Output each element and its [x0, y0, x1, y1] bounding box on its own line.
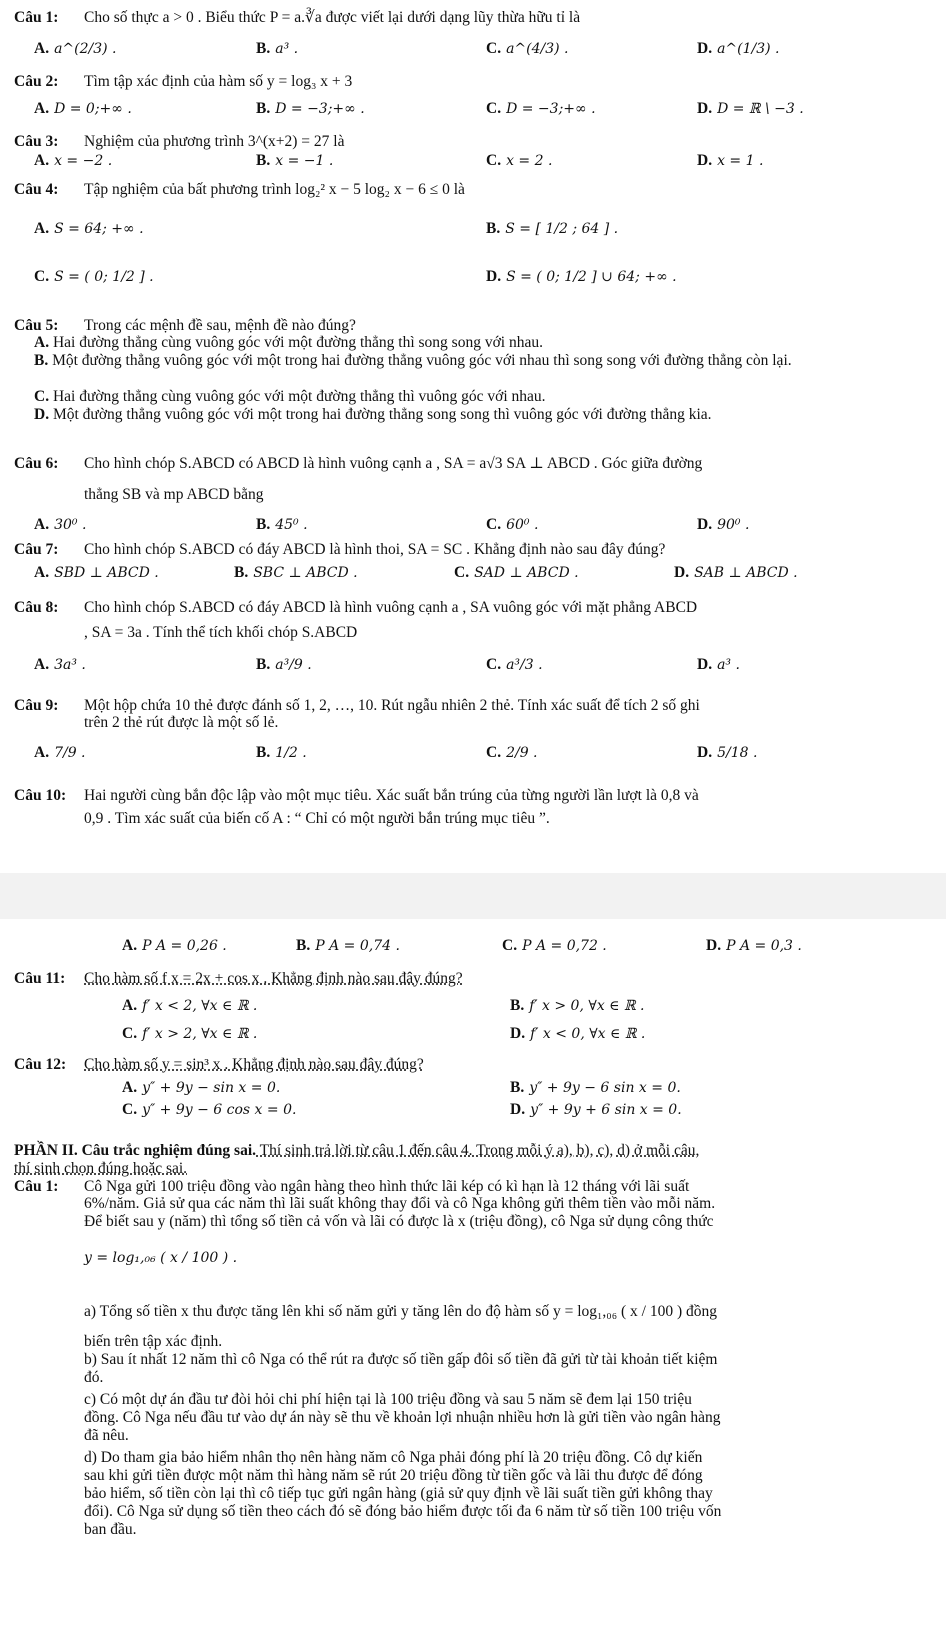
page-gap: [0, 873, 946, 919]
option-key: D.: [34, 406, 50, 423]
option-key: D.: [697, 744, 713, 761]
option-key: A.: [34, 516, 50, 533]
option-d: D = ℝ \ −3 .: [717, 101, 804, 117]
option-text: Hai đường thẳng cùng vuông góc với một đường thẳng thì song song với nhau.: [52, 334, 543, 351]
options-q6: [34, 516, 934, 538]
statement-d-cont3: đổi). Cô Nga sử dụng số tiền theo cách đó sẽ đóng bảo hiểm được tối đa 6 năm từ số tiền 100 triệu vốn: [84, 1503, 722, 1520]
option-c: D = −3;+∞ .: [506, 101, 596, 117]
question-stem: Cho hình chóp S.ABCD có đáy ABCD là hình vuông cạnh a , SA vuông góc với mặt phẳng ABCD: [84, 599, 698, 616]
question-stem: Trong các mệnh đề sau, mệnh đề nào đúng?: [84, 317, 356, 334]
part2-intro-cont: [14, 1159, 934, 1179]
question-11: [14, 969, 934, 989]
statement-d-cont2: bảo hiểm, số tiền còn lại thì cô tiếp tục gửi ngân hàng (giả sử quy định về lãi suất tiền gửi không thay: [84, 1485, 713, 1502]
option-key: A.: [34, 334, 50, 351]
statement-d-cont: sau khi gửi tiền được một năm thì hàng năm sẽ rút 20 triệu đồng từ tiền gốc và lãi thu được để đóng: [84, 1467, 703, 1484]
options-q8: [34, 656, 934, 678]
option-key: C.: [502, 937, 518, 954]
option-c: SAD ⊥ ABCD .: [474, 565, 579, 581]
options-q11-row1: [34, 997, 934, 1019]
question-4: [14, 180, 934, 200]
option-key: A.: [122, 1079, 138, 1096]
question-stem-cont: thẳng SB và mp ABCD bằng: [84, 486, 264, 503]
part2-question-1: [14, 1177, 934, 1197]
option-d: x = 1 .: [717, 153, 764, 169]
question-9: [14, 696, 934, 716]
option-c: x = 2 .: [506, 153, 553, 169]
option-d: P A = 0,3 .: [726, 938, 802, 954]
question-label: Câu 5:: [14, 317, 59, 334]
options-q11-row2: [34, 1025, 934, 1047]
option-key: B.: [256, 656, 271, 673]
question-label: Câu 2:: [14, 73, 59, 90]
question-label: Câu 9:: [14, 697, 59, 714]
option-c: 60⁰ .: [506, 517, 539, 533]
question-label: Câu 6:: [14, 455, 59, 472]
question-stem: Hai người cùng bắn độc lập vào một mục tiêu. Xác suất bắn trúng của từng người lần lượt là 0,8 và: [84, 787, 699, 804]
part2-intro2: thí sinh chọn đúng hoặc sai.: [14, 1160, 188, 1177]
option-b: a³ .: [275, 41, 299, 57]
option-key: C.: [122, 1025, 138, 1042]
option-c: S = ( 0; 1/2 ] .: [54, 269, 154, 285]
option-key: B.: [256, 744, 271, 761]
option-d: [34, 406, 932, 424]
option-c: [34, 388, 932, 406]
statement-text: a) Tổng số tiền x thu được tăng lên khi số năm gửi y tăng lên do độ hàm số y = log₁,₀₆ ( x / 100 ) đồng: [84, 1303, 717, 1320]
option-key: D.: [706, 937, 722, 954]
option-d: 5/18 .: [717, 745, 758, 761]
option-c: a³/3 .: [506, 657, 543, 673]
option-a: a^(2/3) .: [54, 41, 117, 57]
question-stem: Nghiệm của phương trình 3^(x+2) = 27 là: [84, 133, 345, 150]
page-2: [0, 919, 946, 1629]
option-d: f′ x < 0, ∀x ∈ ℝ .: [530, 1026, 646, 1042]
option-d: 90⁰ .: [717, 517, 750, 533]
option-key: C.: [486, 656, 502, 673]
options-q12-row1: [34, 1079, 934, 1101]
statement-b-cont: đó.: [84, 1369, 104, 1386]
statement-a-cont: biến trên tập xác định.: [84, 1333, 223, 1350]
question-stem: Một hộp chứa 10 thẻ được đánh số 1, 2, …, 10. Rút ngẫu nhiên 2 thẻ. Tính xác suất để tích 2 số ghi: [84, 697, 700, 714]
option-a: 3a³ .: [54, 657, 86, 673]
option-key: B.: [256, 100, 271, 117]
option-key: D.: [697, 40, 713, 57]
question-stem-cont: 6%/năm. Giả sử qua các năm thì lãi suất không thay đổi và cô Nga không gửi thêm tiền vào mỗi năm.: [84, 1195, 716, 1212]
option-key: C.: [486, 100, 502, 117]
option-b: x = −1 .: [275, 153, 334, 169]
option-key: C.: [34, 268, 50, 285]
option-key: D.: [510, 1101, 526, 1118]
statement-d-cont4: ban đầu.: [84, 1521, 137, 1538]
option-key: C.: [486, 152, 502, 169]
question-label: Câu 1:: [14, 1178, 59, 1195]
options-q4-row1: [34, 220, 934, 242]
options-q9: [34, 744, 934, 766]
option-key: B.: [234, 564, 249, 581]
option-b: a³/9 .: [275, 657, 312, 673]
question-3: [14, 132, 934, 152]
question-1: [14, 8, 934, 28]
option-a: [34, 334, 932, 352]
option-b: y″ + 9y − 6 sin x = 0.: [529, 1080, 681, 1096]
question-12: [14, 1055, 934, 1075]
option-b: 45⁰ .: [275, 517, 308, 533]
option-key: A.: [34, 220, 50, 237]
question-label: Câu 10:: [14, 787, 67, 804]
part2-heading: [14, 1141, 934, 1161]
option-key: D.: [510, 1025, 526, 1042]
option-d: S = ( 0; 1/2 ] ∪ 64; +∞ .: [506, 269, 677, 285]
formula-text: y = log₁,₀₆ ( x / 100 ) .: [84, 1250, 238, 1266]
question-stem-cont: Để biết sau y (năm) thì tổng số tiền cả vốn và lãi có được là x (triệu đồng), cô Nga sử dụng công thức: [84, 1213, 714, 1230]
option-c: P A = 0,72 .: [522, 938, 607, 954]
question-2: [14, 72, 934, 92]
option-key: A.: [122, 997, 138, 1014]
option-key: C.: [486, 40, 502, 57]
option-a: 7/9 .: [54, 745, 86, 761]
option-b: D = −3;+∞ .: [275, 101, 365, 117]
option-a: x = −2 .: [54, 153, 113, 169]
question-stem: Tập nghiệm của bất phương trình log₂² x − 5 log₂ x − 6 ≤ 0 là: [84, 181, 465, 198]
question-stem: Cho số thực a > 0 . Biểu thức P = a.∛a được viết lại dưới dạng lũy thừa hữu tỉ là: [84, 9, 581, 26]
options-q4-row2: [34, 268, 934, 290]
option-b: SBC ⊥ ABCD .: [253, 565, 358, 581]
option-key: D.: [486, 268, 502, 285]
question-7: [14, 540, 934, 560]
option-b: [34, 352, 932, 370]
option-c: 2/9 .: [506, 745, 538, 761]
option-c: f′ x > 2, ∀x ∈ ℝ .: [142, 1026, 258, 1042]
question-stem-cont: 0,9 . Tìm xác suất của biến cố A : “ Chỉ có một người bắn trúng mục tiêu ”.: [84, 810, 550, 827]
option-key: A.: [34, 152, 50, 169]
option-key: D.: [697, 152, 713, 169]
options-q12-row2: [34, 1101, 934, 1123]
option-d: SAB ⊥ ABCD .: [694, 565, 798, 581]
option-a: P A = 0,26 .: [142, 938, 227, 954]
statement-b: b) Sau ít nhất 12 năm thì cô Nga có thể rút ra được số tiền gấp đôi số tiền đã gửi từ tài khoản tiết kiệm: [84, 1351, 718, 1368]
option-text: Một đường thẳng vuông góc với một trong hai đường thẳng vuông góc với nhau thì song song với đường thẳng còn lại.: [52, 352, 792, 369]
option-text: Hai đường thẳng cùng vuông góc với một đường thẳng thì vuông góc với nhau.: [52, 388, 546, 405]
option-key: B.: [510, 997, 525, 1014]
option-c: a^(4/3) .: [506, 41, 569, 57]
question-stem-cont: , SA = 3a . Tính thể tích khối chóp S.ABCD: [84, 624, 358, 641]
option-key: B.: [34, 352, 49, 369]
question-label: Câu 11:: [14, 970, 66, 987]
option-key: C.: [486, 516, 502, 533]
question-stem: Cho hàm số f x = 2x + cos x . Khẳng định nào sau đây đúng?: [84, 970, 463, 987]
option-key: A.: [34, 744, 50, 761]
option-key: B.: [296, 937, 311, 954]
question-5: [14, 316, 934, 336]
option-key: C.: [122, 1101, 138, 1118]
option-key: D.: [697, 516, 713, 533]
formula: [84, 1249, 932, 1267]
option-key: D.: [697, 100, 713, 117]
question-label: Câu 4:: [14, 181, 59, 198]
options-q3: [34, 152, 934, 174]
option-key: B.: [256, 40, 271, 57]
option-key: B.: [256, 152, 271, 169]
option-key: A.: [34, 40, 50, 57]
option-key: D.: [697, 656, 713, 673]
question-stem: Tìm tập xác định của hàm số y = log₃ x + 3: [84, 73, 353, 90]
option-a: D = 0;+∞ .: [54, 101, 132, 117]
part2-intro: Thí sinh trả lời từ câu 1 đến câu 4. Trong mỗi ý a), b), c), d) ở mỗi câu,: [256, 1142, 700, 1159]
question-stem: Cho hình chóp S.ABCD có ABCD là hình vuông cạnh a , SA = a√3 SA ⊥ ABCD . Góc giữa đường: [84, 455, 703, 472]
statement-c-cont2: đã nêu.: [84, 1427, 129, 1444]
option-key: B.: [256, 516, 271, 533]
option-a: S = 64; +∞ .: [54, 221, 144, 237]
option-key: C.: [34, 388, 50, 405]
option-b: P A = 0,74 .: [315, 938, 400, 954]
question-10: [14, 786, 934, 806]
option-a: y″ + 9y − sin x = 0.: [142, 1080, 281, 1096]
options-q10: [34, 937, 934, 959]
option-a: SBD ⊥ ABCD .: [54, 565, 159, 581]
option-key: B.: [486, 220, 501, 237]
statement-d: d) Do tham gia bảo hiểm nhân thọ nên hàng năm cô Nga phải đóng phí là 20 triệu đồng. Cô dự kiến: [84, 1449, 703, 1466]
statement-c-cont: đồng. Cô Nga nếu đầu tư vào dự án này sẽ thu về khoản lợi nhuận nhiều hơn là gửi tiền vào ngân hàng: [84, 1409, 721, 1426]
options-q2: [34, 100, 934, 122]
option-d: a³ .: [717, 657, 740, 673]
option-a: f′ x < 2, ∀x ∈ ℝ .: [142, 998, 258, 1014]
option-d: a^(1/3) .: [717, 41, 780, 57]
option-b: 1/2 .: [275, 745, 307, 761]
option-c: y″ + 9y − 6 cos x = 0.: [142, 1102, 297, 1118]
question-label: Câu 7:: [14, 541, 59, 558]
option-key: A.: [34, 100, 50, 117]
question-label: Câu 8:: [14, 599, 59, 616]
part2-title: PHẦN II. Câu trắc nghiệm đúng sai.: [14, 1142, 256, 1159]
option-key: A.: [122, 937, 138, 954]
statement-c: c) Có một dự án đầu tư đòi hỏi chi phí hiện tại là 100 triệu đồng và sau 5 năm sẽ đem lại 150 triệu: [84, 1391, 692, 1408]
statement-a: [84, 1303, 932, 1321]
question-label: Câu 1:: [14, 9, 59, 26]
option-b: f′ x > 0, ∀x ∈ ℝ .: [529, 998, 645, 1014]
question-6: [14, 454, 934, 474]
question-label: Câu 3:: [14, 133, 59, 150]
option-key: A.: [34, 564, 50, 581]
option-text: Một đường thẳng vuông góc với một trong hai đường thẳng song song thì vuông góc với đường thẳng kia.: [52, 406, 712, 423]
question-8: [14, 598, 934, 618]
question-stem: Cô Nga gửi 100 triệu đồng vào ngân hàng theo hình thức lãi kép có kì hạn là 12 tháng với lãi suất: [84, 1178, 690, 1195]
option-b: S = [ 1/2 ; 64 ] .: [505, 221, 619, 237]
options-q7: [34, 564, 934, 586]
option-key: C.: [486, 744, 502, 761]
question-stem: Cho hàm số y = sin³ x . Khẳng định nào sau đây đúng?: [84, 1056, 424, 1073]
option-a: 30⁰ .: [54, 517, 87, 533]
option-key: C.: [454, 564, 470, 581]
question-stem: Cho hình chóp S.ABCD có đáy ABCD là hình thoi, SA = SC . Khẳng định nào sau đây đúng?: [84, 541, 666, 558]
question-stem-cont: trên 2 thẻ rút được là một số lẻ.: [84, 714, 279, 731]
option-d: y″ + 9y + 6 sin x = 0.: [530, 1102, 682, 1118]
options-q1: [34, 40, 934, 62]
option-key: A.: [34, 656, 50, 673]
option-key: D.: [674, 564, 690, 581]
question-label: Câu 12:: [14, 1056, 67, 1073]
option-key: B.: [510, 1079, 525, 1096]
